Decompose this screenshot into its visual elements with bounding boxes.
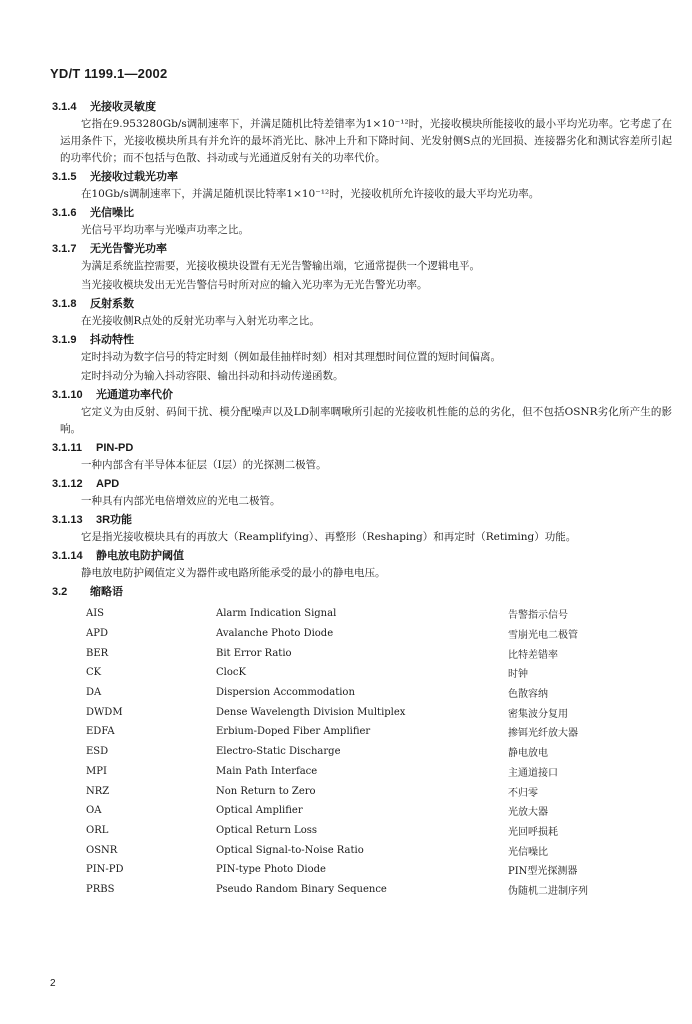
abbreviation-english: Bit Error Ratio (216, 647, 292, 659)
section-paragraph: 定时抖动分为输入抖动容限、输出抖动和抖动传递函数。 (81, 370, 344, 382)
abbreviation-term: EDFA (86, 726, 115, 738)
section-paragraph: 光信号平均功率与光噪声功率之比。 (81, 224, 249, 236)
abbreviation-english: Non Return to Zero (216, 785, 316, 797)
definition-section (52, 387, 672, 438)
definition-section (52, 440, 672, 474)
abbreviation-english: Optical Amplifier (216, 805, 303, 817)
section-number: 3.1.4 (52, 101, 77, 113)
abbreviation-chinese: 告警指示信号 (508, 610, 568, 622)
definition-section (52, 296, 672, 330)
definition-section (52, 476, 672, 510)
abbreviation-english: PIN-type Photo Diode (216, 864, 326, 876)
abbreviation-chinese: 色散容纳 (508, 689, 548, 701)
section-paragraph: 在光接收侧R点处的反射光功率与入射光功率之比。 (81, 315, 320, 327)
page-number: 2 (50, 978, 56, 989)
definition-section (52, 512, 672, 546)
abbreviation-section (52, 584, 672, 899)
abbreviation-english: Dispersion Accommodation (216, 687, 355, 699)
abbreviation-chinese: PIN型光探测器 (508, 866, 578, 878)
abbreviation-row (86, 643, 658, 663)
section-heading (52, 296, 672, 312)
abbreviation-row (86, 683, 658, 703)
abbreviation-term: DA (86, 687, 102, 699)
section-number: 3.1.11 (52, 442, 82, 454)
section-paragraph: 当光接收模块发出无光告警信号时所对应的输入光功率为无光告警光功率。 (81, 279, 428, 291)
section-number: 3.1.5 (52, 171, 77, 183)
section-heading (52, 241, 672, 257)
section-number: 3.1.12 (52, 478, 83, 490)
section-title: 光接收过载光功率 (90, 171, 178, 183)
abbreviation-english: Optical Signal-to-Noise Ratio (216, 844, 364, 856)
abbreviation-row (86, 801, 658, 821)
section-heading (52, 440, 672, 456)
section-number: 3.1.8 (52, 298, 77, 310)
abbreviation-term: ORL (86, 824, 109, 836)
abbreviation-chinese: 掺铒光纤放大器 (508, 728, 578, 740)
section-title: PIN-PD (96, 442, 134, 454)
abbreviation-chinese: 光信噪比 (508, 846, 548, 858)
abbreviation-chinese: 光放大器 (508, 807, 548, 819)
section-number: 3.1.10 (52, 389, 83, 401)
abbreviation-chinese: 密集波分复用 (508, 708, 568, 720)
section-heading (52, 99, 672, 115)
abbreviation-row (86, 624, 658, 644)
standard-header: YD/T 1199.1—2002 (50, 66, 168, 81)
abbreviation-term: BER (86, 647, 109, 659)
section-number: 3.1.6 (52, 207, 77, 219)
abbreviation-term: PRBS (86, 883, 115, 895)
section-paragraph: 一种具有内部光电倍增效应的光电二极管。 (81, 495, 281, 507)
abbreviation-row (86, 880, 658, 900)
section-paragraph: 定时抖动为数字信号的特定时刻（例如最佳抽样时刻）相对其理想时间位置的短时间偏离。 (81, 351, 501, 363)
section-title: 光信噪比 (90, 207, 134, 219)
abbreviation-chinese: 时钟 (508, 669, 528, 681)
abbreviation-english: Alarm Indication Signal (216, 608, 337, 620)
document-body (52, 99, 672, 899)
abbreviation-chinese: 主通道接口 (508, 767, 558, 779)
abbreviation-chinese: 静电放电 (508, 748, 548, 760)
abbreviation-row (86, 742, 658, 762)
abbreviation-english: Optical Return Loss (216, 824, 317, 836)
section-title: 3R功能 (96, 514, 133, 526)
abbreviation-english: Erbium-Doped Fiber Amplifier (216, 726, 371, 738)
abbreviation-row (86, 781, 658, 801)
section-title: 无光告警光功率 (90, 243, 167, 255)
section-title: 光接收灵敏度 (90, 101, 156, 113)
section-title: 抖动特性 (90, 334, 134, 346)
definition-section (52, 205, 672, 239)
abbreviation-term: AIS (86, 608, 105, 620)
section-heading (52, 387, 672, 403)
abbreviation-term: NRZ (86, 785, 110, 797)
section-number: 3.1.7 (52, 243, 77, 255)
definition-section (52, 99, 672, 167)
section-number: 3.1.13 (52, 514, 83, 526)
section-heading (52, 476, 672, 492)
abbreviation-english: Pseudo Random Binary Sequence (216, 883, 387, 895)
section-paragraph: 它定义为由反射、码间干扰、模分配噪声以及LD制率啁啾所引起的光接收机性能的总的劣化，但不包括OSNR劣化所产生的影响。 (60, 406, 672, 435)
definition-section (52, 241, 672, 294)
abbreviation-row (86, 663, 658, 683)
abbreviation-chinese: 伪随机二进制序列 (508, 885, 588, 897)
abbreviation-term: DWDM (86, 706, 123, 718)
abbreviation-row (86, 840, 658, 860)
abbreviation-english: Avalanche Photo Diode (216, 628, 334, 640)
section-heading (52, 512, 672, 528)
section-paragraph: 一种内部含有半导体本征层（I层）的光探测二极管。 (81, 459, 327, 471)
abbreviation-row (86, 762, 658, 782)
abbreviation-chinese: 光回呼损耗 (508, 826, 558, 838)
section-paragraph: 在10Gb/s调制速率下，并满足随机误比特率1×10⁻¹²时，光接收机所允许接收的最大平均光功率。 (81, 188, 540, 200)
abbreviation-chinese: 雪崩光电二极管 (508, 630, 578, 642)
section-heading (52, 584, 672, 600)
abbreviation-row (86, 702, 658, 722)
abbreviation-term: APD (86, 628, 108, 640)
section-heading (52, 205, 672, 221)
abbreviation-row (86, 722, 658, 742)
section-paragraph: 它指在9.953280Gb/s调制速率下，并满足随机比特差错率为1×10⁻¹²时，光接收模块所能接收的最小平均光功率。它考虑了在运用条件下，光接收模块所具有并允许的最坏消光比、脉冲上升和下降时间、光发射侧S点的光回损、连接器劣化和测试容差所引起的功率代价；而不包括与色散、抖动或与光通道反射有关的功率代价。 (60, 118, 672, 164)
abbreviation-row (86, 604, 658, 624)
section-title: APD (96, 478, 120, 490)
section-heading (52, 548, 672, 564)
definition-section (52, 332, 672, 385)
section-paragraph: 它是指光接收模块具有的再放大（Reamplifying）、再整形（Reshaping）和再定时（Retiming）功能。 (81, 531, 577, 543)
abbreviation-term: OSNR (86, 844, 118, 856)
section-number: 3.1.14 (52, 550, 83, 562)
abbreviation-term: OA (86, 805, 102, 817)
abbreviation-english: Dense Wavelength Division Multiplex (216, 706, 406, 718)
section-paragraph: 为满足系统监控需要，光接收模块设置有无光告警输出端，它通常提供一个逻辑电平。 (81, 260, 480, 272)
abbreviation-chinese: 比特差错率 (508, 649, 558, 661)
abbreviation-row (86, 860, 658, 880)
abbreviation-term: ESD (86, 746, 109, 758)
definition-section (52, 169, 672, 203)
section-paragraph: 静电放电防护阈值定义为器件或电路所能承受的最小的静电电压。 (81, 567, 386, 579)
abbreviation-english: ClocK (216, 667, 246, 679)
section-title: 反射系数 (90, 298, 134, 310)
section-heading (52, 332, 672, 348)
abbreviation-term: CK (86, 667, 102, 679)
abbreviation-english: Electro-Static Discharge (216, 746, 341, 758)
abbreviation-chinese: 不归零 (508, 787, 538, 799)
definition-section (52, 548, 672, 582)
section-title: 缩略语 (90, 586, 123, 598)
section-title: 静电放电防护阈值 (96, 550, 184, 562)
definitions-list (52, 99, 672, 582)
abbreviation-term: MPI (86, 765, 107, 777)
section-number: 3.2 (52, 586, 68, 598)
abbreviation-row (86, 821, 658, 841)
section-title: 光通道功率代价 (96, 389, 173, 401)
abbreviation-english: Main Path Interface (216, 765, 318, 777)
section-number: 3.1.9 (52, 334, 77, 346)
section-heading (52, 169, 672, 185)
abbreviation-table (86, 604, 658, 899)
abbreviation-term: PIN-PD (86, 864, 124, 876)
